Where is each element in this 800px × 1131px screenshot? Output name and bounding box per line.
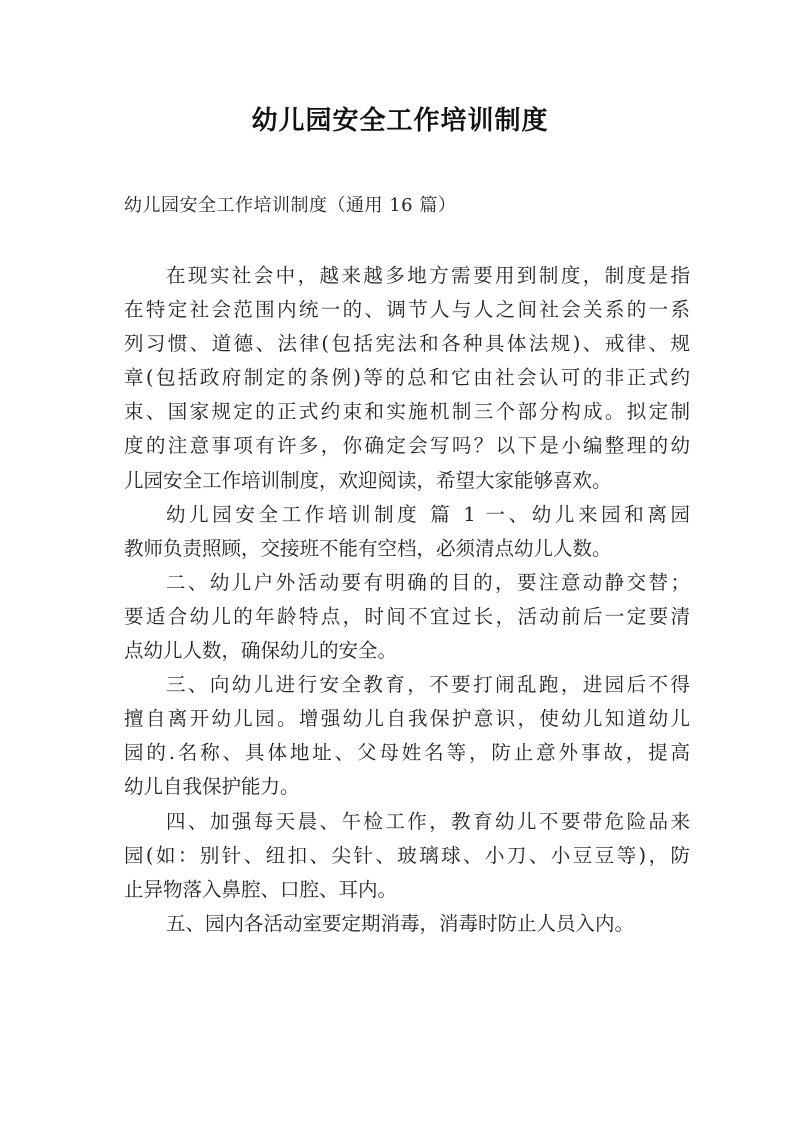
text-line: 擅自离开幼儿园。增强幼儿自我保护意识，使幼儿知道幼儿 bbox=[124, 707, 690, 731]
text-line: 止异物落入鼻腔、口腔、耳内。 bbox=[124, 877, 398, 901]
text-line: 五、园内各活动室要定期消毒，消毒时防止人员入内。 bbox=[166, 911, 635, 935]
text-line: 度的注意事项有许多，你确定会写吗？以下是小编整理的幼 bbox=[124, 434, 690, 458]
text-line: 束、国家规定的正式约束和实施机制三个部分构成。拟定制 bbox=[124, 400, 690, 424]
text-line: 章(包括政府制定的条例)等的总和它由社会认可的非正式约 bbox=[124, 366, 690, 390]
text-line: 幼儿园安全工作培训制度 篇 1 一、幼儿来园和离园 bbox=[166, 502, 690, 526]
text-line: 儿园安全工作培训制度，欢迎阅读，希望大家能够喜欢。 bbox=[124, 468, 612, 492]
document-title: 幼儿园安全工作培训制度 bbox=[251, 106, 549, 136]
text-line: 教师负责照顾，交接班不能有空档，必须清点幼儿人数。 bbox=[124, 536, 612, 560]
document-subtitle: 幼儿园安全工作培训制度（通用 16 篇） bbox=[124, 195, 457, 216]
text-line: 在现实社会中，越来越多地方需要用到制度，制度是指 bbox=[166, 264, 690, 287]
document-body bbox=[124, 259, 690, 941]
text-line: 二、幼儿户外活动要有明确的目的，要注意动静交替； bbox=[166, 570, 690, 594]
text-line: 要适合幼儿的年龄特点，时间不宜过长，活动前后一定要清 bbox=[124, 604, 690, 628]
text-line: 四、加强每天晨、午检工作，教育幼儿不要带危险品来 bbox=[166, 809, 690, 833]
text-line: 点幼儿人数，确保幼儿的安全。 bbox=[124, 639, 398, 663]
text-line: 园的.名称、具体地址、父母姓名等，防止意外事故，提高 bbox=[124, 741, 690, 765]
text-line: 列习惯、道德、法律(包括宪法和各种具体法规)、戒律、规 bbox=[124, 332, 690, 356]
text-line: 园(如：别针、纽扣、尖针、玻璃球、小刀、小豆豆等)，防 bbox=[124, 843, 690, 867]
text-line: 三、向幼儿进行安全教育，不要打闹乱跑，进园后不得 bbox=[166, 673, 690, 697]
text-line: 幼儿自我保护能力。 bbox=[124, 775, 300, 799]
text-line: 在特定社会范围内统一的、调节人与人之间社会关系的一系 bbox=[124, 298, 690, 322]
